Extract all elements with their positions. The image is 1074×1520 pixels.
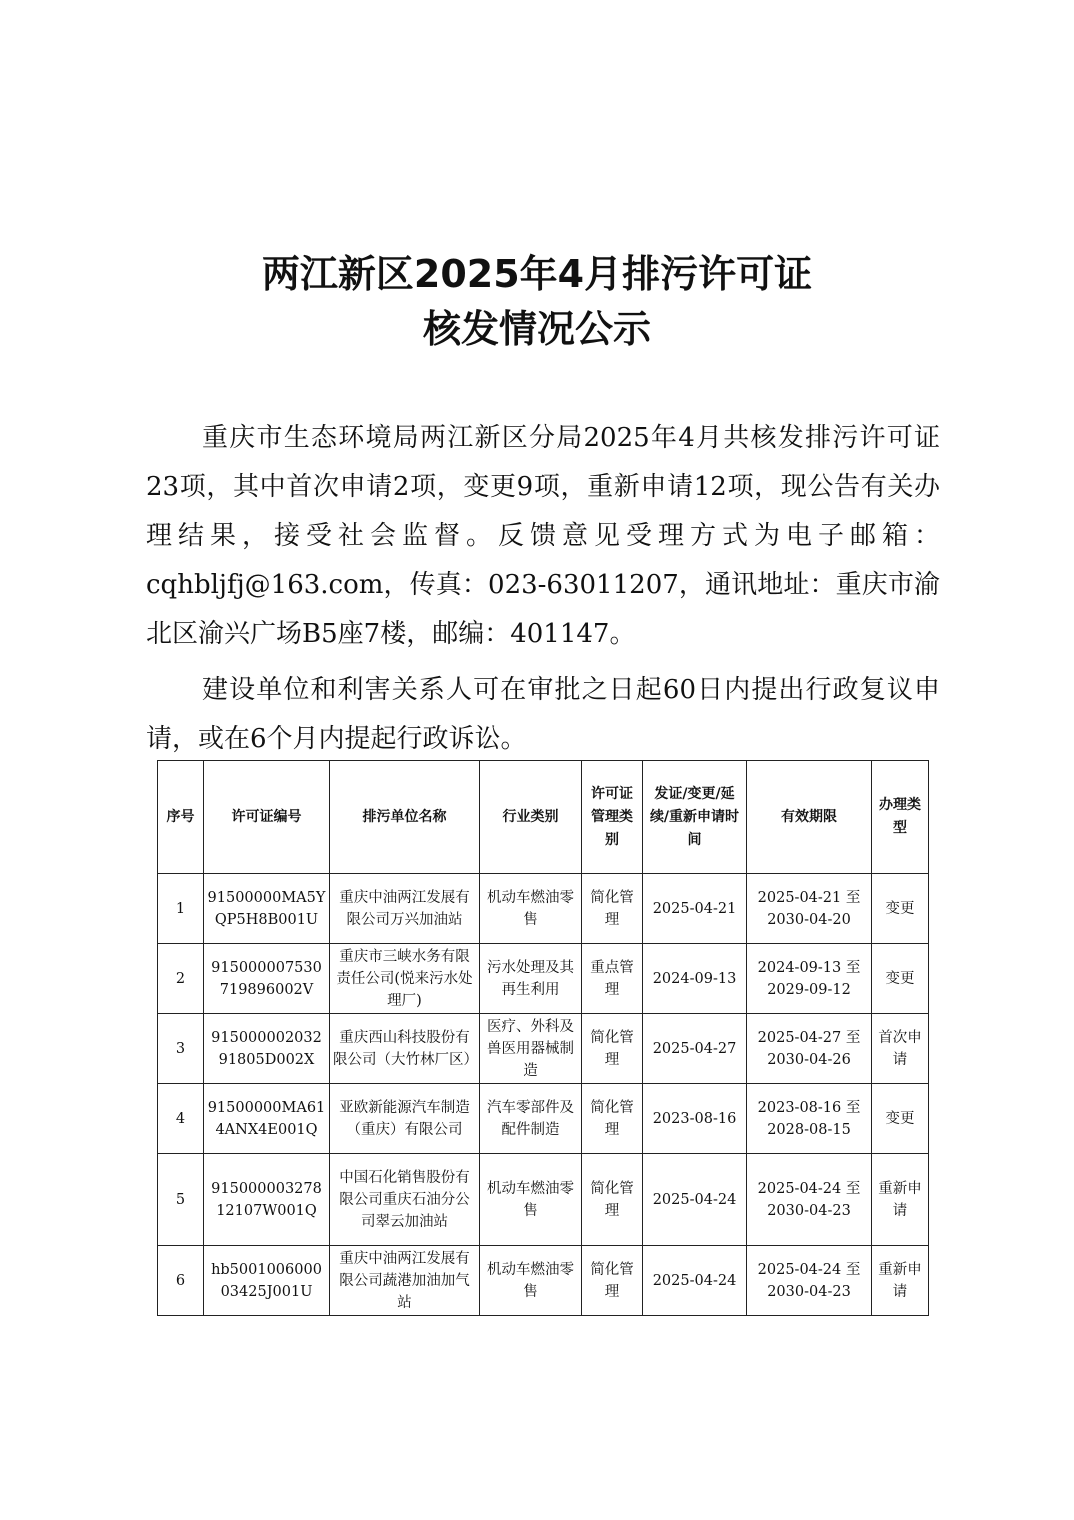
cell-index: 2	[158, 944, 204, 1014]
cell-process-type: 重新申请	[872, 1154, 929, 1246]
cell-industry: 污水处理及其再生利用	[480, 944, 582, 1014]
cell-management-category: 简化管理	[582, 1084, 643, 1154]
cell-issue-date: 2023-08-16	[643, 1084, 747, 1154]
cell-unit-name: 亚欧新能源汽车制造（重庆）有限公司	[330, 1084, 480, 1154]
table-header-row	[158, 761, 929, 874]
header-permit-number: 许可证编号	[204, 761, 330, 874]
cell-management-category: 重点管理	[582, 944, 643, 1014]
cell-validity-period: 2025-04-21 至 2030-04-20	[747, 874, 872, 944]
header-industry: 行业类别	[480, 761, 582, 874]
cell-index: 6	[158, 1246, 204, 1316]
cell-permit-number: 91500000MA614ANX4E001Q	[204, 1084, 330, 1154]
header-process-type: 办理类型	[872, 761, 929, 874]
cell-process-type: 重新申请	[872, 1246, 929, 1316]
cell-validity-period: 2025-04-27 至 2030-04-26	[747, 1014, 872, 1084]
cell-industry: 医疗、外科及兽医用器械制造	[480, 1014, 582, 1084]
cell-validity-period: 2025-04-24 至 2030-04-23	[747, 1246, 872, 1316]
cell-permit-number: 91500000327812107W001Q	[204, 1154, 330, 1246]
cell-industry: 机动车燃油零售	[480, 1246, 582, 1316]
cell-process-type: 变更	[872, 874, 929, 944]
cell-issue-date: 2025-04-24	[643, 1154, 747, 1246]
cell-index: 5	[158, 1154, 204, 1246]
document-title-line-1: 两江新区2025年4月排污许可证	[261, 252, 813, 296]
cell-index: 4	[158, 1084, 204, 1154]
table-row	[158, 944, 929, 1014]
cell-process-type: 首次申请	[872, 1014, 929, 1084]
cell-index: 3	[158, 1014, 204, 1084]
cell-issue-date: 2024-09-13	[643, 944, 747, 1014]
cell-unit-name: 中国石化销售股份有限公司重庆石油分公司翠云加油站	[330, 1154, 480, 1246]
cell-unit-name: 重庆市三峡水务有限责任公司(悦来污水处理厂)	[330, 944, 480, 1014]
cell-validity-period: 2025-04-24 至 2030-04-23	[747, 1154, 872, 1246]
cell-issue-date: 2025-04-24	[643, 1246, 747, 1316]
header-management-category: 许可证管理类别	[582, 761, 643, 874]
header-issue-date: 发证/变更/延续/重新申请时间	[643, 761, 747, 874]
cell-unit-name: 重庆西山科技股份有限公司（大竹林厂区）	[330, 1014, 480, 1084]
header-unit-name: 排污单位名称	[330, 761, 480, 874]
cell-industry: 机动车燃油零售	[480, 874, 582, 944]
cell-permit-number: 91500000203291805D002X	[204, 1014, 330, 1084]
cell-industry: 汽车零部件及配件制造	[480, 1084, 582, 1154]
cell-unit-name: 重庆中油两江发展有限公司蔬港加油加气站	[330, 1246, 480, 1316]
cell-permit-number: hb500100600003425J001U	[204, 1246, 330, 1316]
cell-permit-number: 915000007530719896002V	[204, 944, 330, 1014]
cell-management-category: 简化管理	[582, 1014, 643, 1084]
permit-table	[157, 760, 929, 1316]
appeal-notice-paragraph: 建设单位和利害关系人可在审批之日起60日内提出行政复议申请，或在6个月内提起行政诉讼。	[146, 675, 940, 754]
cell-process-type: 变更	[872, 944, 929, 1014]
cell-management-category: 简化管理	[582, 874, 643, 944]
announcement-paragraph: 重庆市生态环境局两江新区分局2025年4月共核发排污许可证23项，其中首次申请2项，变更9项，重新申请12项，现公告有关办理结果，接受社会监督。反馈意见受理方式为电子邮箱：cqhbljfj@163.com，传真：023-63011207，通讯地址：重庆市渝北区渝兴广场B5座7楼，邮编：401147。	[146, 423, 940, 649]
document-title-line-2: 核发情况公示	[422, 307, 651, 351]
cell-permit-number: 91500000MA5YQP5H8B001U	[204, 874, 330, 944]
table-row	[158, 1084, 929, 1154]
cell-validity-period: 2023-08-16 至 2028-08-15	[747, 1084, 872, 1154]
cell-index: 1	[158, 874, 204, 944]
table-row	[158, 1014, 929, 1084]
cell-management-category: 简化管理	[582, 1246, 643, 1316]
cell-issue-date: 2025-04-21	[643, 874, 747, 944]
table-row	[158, 874, 929, 944]
header-index: 序号	[158, 761, 204, 874]
cell-issue-date: 2025-04-27	[643, 1014, 747, 1084]
cell-industry: 机动车燃油零售	[480, 1154, 582, 1246]
header-validity-period: 有效期限	[747, 761, 872, 874]
cell-management-category: 简化管理	[582, 1154, 643, 1246]
cell-process-type: 变更	[872, 1084, 929, 1154]
table-row	[158, 1246, 929, 1316]
table-row	[158, 1154, 929, 1246]
cell-unit-name: 重庆中油两江发展有限公司万兴加油站	[330, 874, 480, 944]
cell-validity-period: 2024-09-13 至 2029-09-12	[747, 944, 872, 1014]
